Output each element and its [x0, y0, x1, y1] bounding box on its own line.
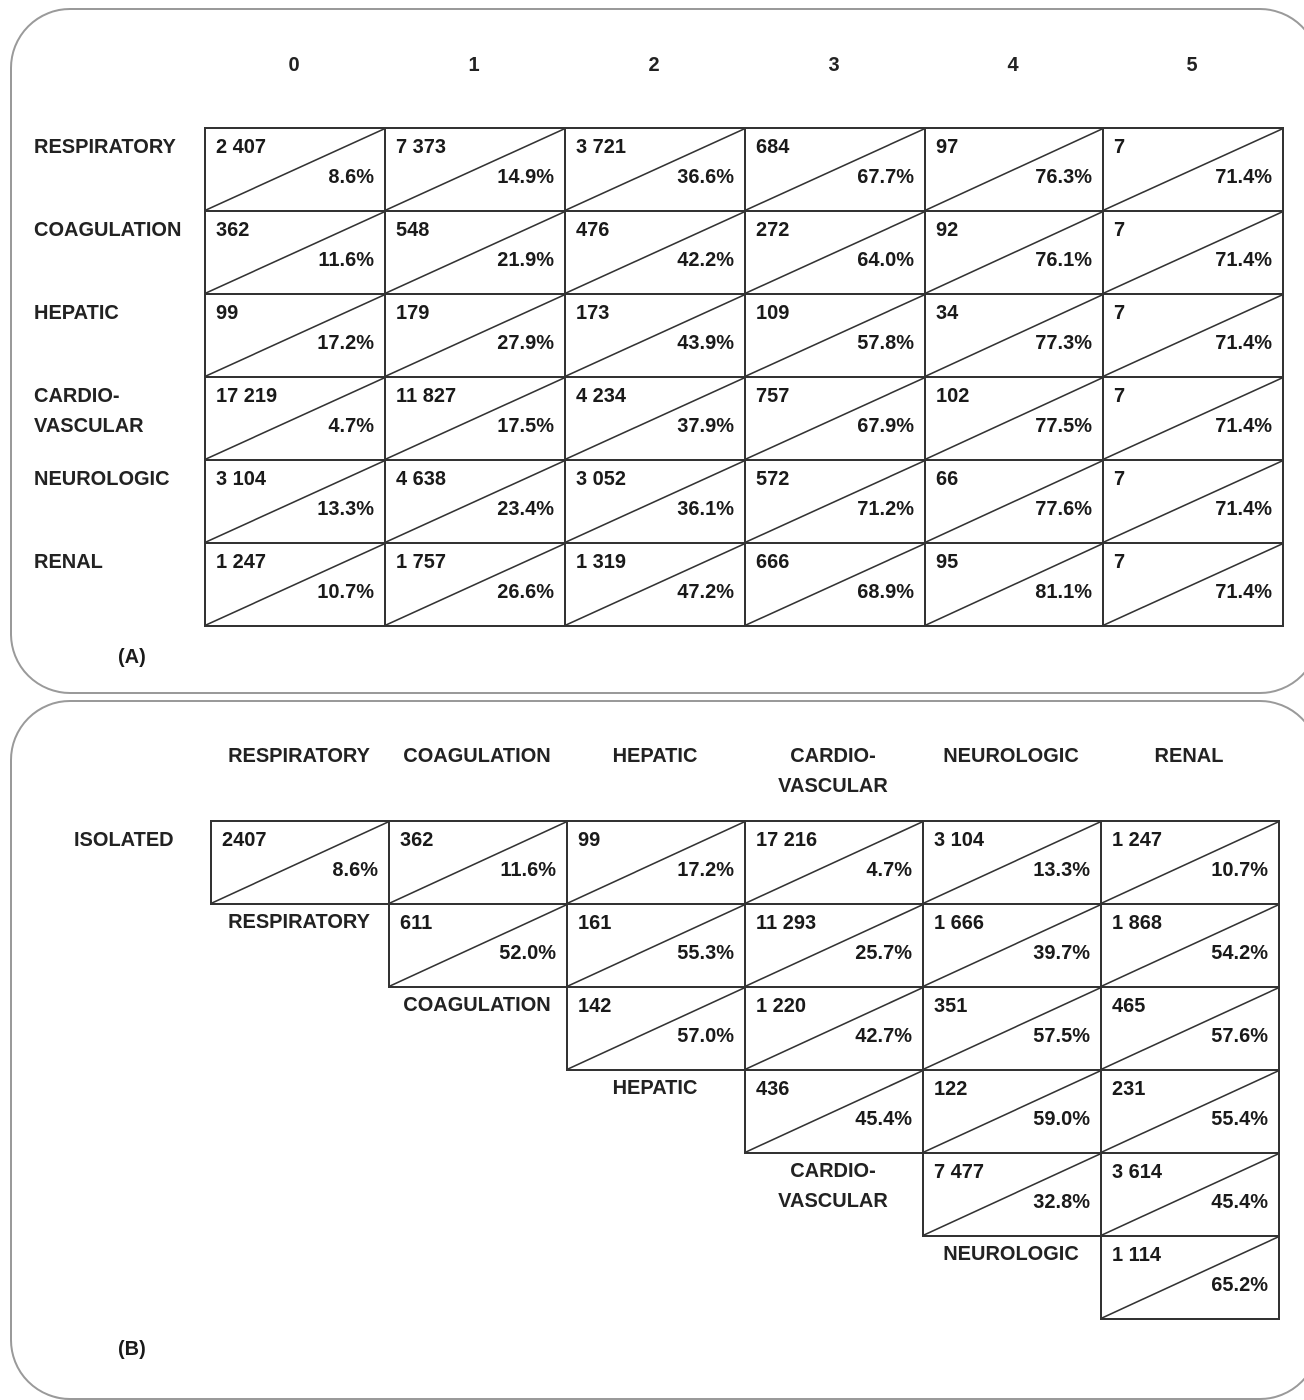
panel-b-cell: [1100, 986, 1280, 1071]
panel-a-cell: [384, 542, 566, 627]
cell-count: 7: [1114, 219, 1126, 241]
panel-a-cell: [384, 210, 566, 295]
cell-percent: 71.4%: [1215, 498, 1272, 520]
panel-b-cell: [210, 820, 390, 905]
panel-a-row-label: COAGULATION: [34, 219, 182, 241]
panel-a-column-header: 5: [1186, 54, 1198, 76]
panel-a-cell: [924, 376, 1104, 461]
cell-count: 142: [578, 995, 612, 1017]
cell-count: 666: [756, 551, 790, 573]
cell-percent: 11.6%: [500, 859, 556, 881]
cell-percent: 27.9%: [497, 332, 554, 354]
panel-b-cell: [922, 1152, 1102, 1237]
panel-a-cell: [204, 542, 386, 627]
panel-a-cell: [924, 459, 1104, 544]
cell-count: 109: [756, 302, 790, 324]
cell-percent: 4.7%: [328, 415, 374, 437]
cell-count: 1 666: [934, 912, 985, 934]
panel-a-cell: [744, 210, 926, 295]
panel-a-cell: [204, 210, 386, 295]
cell-percent: 45.4%: [855, 1108, 912, 1130]
cell-percent: 57.5%: [1033, 1025, 1090, 1047]
cell-percent: 55.4%: [1211, 1108, 1268, 1130]
panel-b-cell: [744, 1069, 924, 1154]
panel-b-diagonal-label: CARDIO- VASCULAR: [778, 1160, 888, 1212]
cell-count: 7: [1114, 385, 1126, 407]
cell-count: 161: [578, 912, 612, 934]
cell-count: 1 319: [576, 551, 627, 573]
panel-b-cell: [922, 986, 1102, 1071]
cell-count: 102: [936, 385, 970, 407]
cell-percent: 77.6%: [1035, 498, 1092, 520]
panel-a-cell: [1102, 376, 1284, 461]
cell-percent: 57.0%: [677, 1025, 734, 1047]
panel-b-cell: [1100, 1235, 1280, 1320]
cell-percent: 17.2%: [677, 859, 734, 881]
cell-percent: 71.4%: [1215, 249, 1272, 271]
cell-count: 7 373: [396, 136, 447, 158]
cell-percent: 37.9%: [677, 415, 734, 437]
cell-percent: 11.6%: [318, 249, 374, 271]
panel-a-cell: [384, 293, 566, 378]
cell-percent: 71.4%: [1215, 581, 1272, 603]
cell-percent: 14.9%: [497, 166, 554, 188]
cell-count: 99: [578, 829, 601, 851]
cell-count: 7: [1114, 468, 1126, 490]
cell-count: 2 407: [216, 136, 267, 158]
cell-percent: 64.0%: [857, 249, 914, 271]
panel-a-cell: [384, 459, 566, 544]
cell-count: 99: [216, 302, 239, 324]
panel-a-cell: [564, 542, 746, 627]
panel-b-cell: [744, 986, 924, 1071]
cell-percent: 8.6%: [332, 859, 378, 881]
panel-a-row-label: RENAL: [34, 551, 103, 573]
panel-b-diagonal-label: NEUROLOGIC: [943, 1243, 1079, 1265]
cell-count: 4 234: [576, 385, 627, 407]
cell-count: 3 614: [1112, 1161, 1163, 1183]
cell-count: 97: [936, 136, 959, 158]
cell-percent: 77.3%: [1035, 332, 1092, 354]
cell-count: 684: [756, 136, 790, 158]
cell-count: 757: [756, 385, 790, 407]
cell-percent: 54.2%: [1211, 942, 1268, 964]
cell-percent: 76.1%: [1035, 249, 1092, 271]
panel-a-cell: [924, 210, 1104, 295]
panel-a-cell: [744, 459, 926, 544]
cell-percent: 4.7%: [866, 859, 912, 881]
cell-percent: 55.3%: [677, 942, 734, 964]
cell-count: 3 104: [934, 829, 985, 851]
cell-count: 272: [756, 219, 790, 241]
panel-a-cell: [1102, 127, 1284, 212]
cell-count: 7: [1114, 136, 1126, 158]
panel-a-cell: [564, 210, 746, 295]
cell-percent: 10.7%: [317, 581, 374, 603]
cell-count: 1 757: [396, 551, 447, 573]
panel-a-row-label: RESPIRATORY: [34, 136, 176, 158]
panel-b-cell: [922, 903, 1102, 988]
panel-b-row-label: ISOLATED: [74, 829, 174, 851]
cell-count: 4 638: [396, 468, 447, 490]
panel-b-cell: [566, 986, 746, 1071]
cell-percent: 81.1%: [1035, 581, 1092, 603]
cell-count: 362: [400, 829, 434, 851]
cell-percent: 32.8%: [1033, 1191, 1090, 1213]
panel-b-cell: [1100, 903, 1280, 988]
panel-a-cell: [564, 376, 746, 461]
cell-percent: 23.4%: [497, 498, 554, 520]
panel-b-cell: [1100, 1152, 1280, 1237]
cell-count: 17 216: [756, 829, 818, 851]
panel-a-column-header: 3: [828, 54, 840, 76]
cell-count: 231: [1112, 1078, 1146, 1100]
cell-count: 476: [576, 219, 610, 241]
cell-percent: 36.6%: [677, 166, 734, 188]
cell-count: 7 477: [934, 1161, 985, 1183]
panel-b-cell: [388, 903, 568, 988]
panel-a-column-header: 0: [288, 54, 300, 76]
cell-count: 34: [936, 302, 959, 324]
cell-count: 1 868: [1112, 912, 1163, 934]
cell-percent: 13.3%: [1033, 859, 1090, 881]
panel-b-diagonal-label: RESPIRATORY: [228, 911, 370, 933]
cell-percent: 43.9%: [677, 332, 734, 354]
cell-percent: 67.9%: [857, 415, 914, 437]
panel-b-label: (B): [118, 1338, 146, 1360]
cell-percent: 57.6%: [1211, 1025, 1268, 1047]
panel-a-cell: [1102, 210, 1284, 295]
cell-count: 11 827: [396, 385, 457, 407]
cell-count: 1 114: [1112, 1244, 1161, 1266]
cell-percent: 17.5%: [497, 415, 554, 437]
panel-a-cell: [924, 542, 1104, 627]
cell-count: 2407: [222, 829, 267, 851]
cell-count: 66: [936, 468, 959, 490]
cell-percent: 71.4%: [1215, 415, 1272, 437]
cell-count: 436: [756, 1078, 790, 1100]
panel-a-cell: [384, 127, 566, 212]
panel-a-column-header: 2: [648, 54, 660, 76]
panel-b-column-header: RENAL: [1154, 745, 1224, 767]
panel-a-row-label: HEPATIC: [34, 302, 119, 324]
cell-percent: 8.6%: [328, 166, 374, 188]
panel-b-cell: [744, 903, 924, 988]
panel-b-cell: [1100, 1069, 1280, 1154]
panel-b-cell: [566, 820, 746, 905]
panel-a-column-header: 1: [468, 54, 480, 76]
panel-a-column-header: 4: [1007, 54, 1019, 76]
cell-percent: 65.2%: [1211, 1274, 1268, 1296]
cell-count: 179: [396, 302, 430, 324]
cell-percent: 45.4%: [1211, 1191, 1268, 1213]
cell-count: 465: [1112, 995, 1146, 1017]
panel-b-column-header: COAGULATION: [403, 745, 551, 767]
cell-percent: 57.8%: [857, 332, 914, 354]
panel-b-diagonal-label: HEPATIC: [612, 1077, 698, 1099]
cell-count: 351: [934, 995, 968, 1017]
cell-percent: 17.2%: [317, 332, 374, 354]
panel-a-cell: [204, 127, 386, 212]
panel-a-row-label: CARDIO- VASCULAR: [34, 385, 144, 437]
panel-a-cell: [744, 376, 926, 461]
panel-a-cell: [744, 293, 926, 378]
panel-a-row-label: NEUROLOGIC: [34, 468, 170, 490]
panel-a-cell: [564, 127, 746, 212]
cell-count: 95: [936, 551, 959, 573]
cell-count: 3 104: [216, 468, 267, 490]
panel-a-cell: [1102, 459, 1284, 544]
panel-b-column-header: HEPATIC: [612, 745, 698, 767]
cell-percent: 71.4%: [1215, 166, 1272, 188]
panel-b-column-header: RESPIRATORY: [228, 745, 370, 767]
cell-count: 17 219: [216, 385, 278, 407]
cell-count: 3 721: [576, 136, 627, 158]
panel-a-cell: [924, 127, 1104, 212]
panel-a-cell: [1102, 542, 1284, 627]
cell-percent: 42.2%: [677, 249, 734, 271]
cell-percent: 59.0%: [1033, 1108, 1090, 1130]
panel-a-cell: [564, 459, 746, 544]
panel-a-label: (A): [118, 646, 146, 668]
cell-count: 92: [936, 219, 959, 241]
cell-count: 3 052: [576, 468, 627, 490]
cell-percent: 25.7%: [855, 942, 912, 964]
panel-a-cell: [384, 376, 566, 461]
panel-b-diagonal-label: COAGULATION: [403, 994, 551, 1016]
cell-percent: 47.2%: [677, 581, 734, 603]
panel-a-cell: [564, 293, 746, 378]
panel-a-cell: [204, 293, 386, 378]
cell-count: 7: [1114, 302, 1126, 324]
cell-count: 1 247: [1112, 829, 1163, 851]
cell-percent: 21.9%: [497, 249, 554, 271]
cell-count: 572: [756, 468, 790, 490]
cell-count: 548: [396, 219, 430, 241]
cell-percent: 68.9%: [857, 581, 914, 603]
panel-a-cell: [744, 127, 926, 212]
cell-percent: 36.1%: [677, 498, 734, 520]
panel-a-cell: [204, 459, 386, 544]
cell-percent: 67.7%: [857, 166, 914, 188]
cell-percent: 71.2%: [857, 498, 914, 520]
cell-percent: 26.6%: [497, 581, 554, 603]
cell-count: 11 293: [756, 912, 817, 934]
panel-a-cell: [204, 376, 386, 461]
cell-count: 122: [934, 1078, 968, 1100]
cell-count: 1 247: [216, 551, 267, 573]
cell-percent: 71.4%: [1215, 332, 1272, 354]
panel-a-cell: [924, 293, 1104, 378]
cell-percent: 10.7%: [1211, 859, 1268, 881]
cell-count: 362: [216, 219, 250, 241]
panel-b-column-header: CARDIO- VASCULAR: [778, 745, 888, 797]
panel-b-cell: [388, 820, 568, 905]
panel-b-cell: [922, 1069, 1102, 1154]
panel-b-cell: [1100, 820, 1280, 905]
cell-count: 7: [1114, 551, 1126, 573]
cell-count: 173: [576, 302, 610, 324]
cell-percent: 52.0%: [499, 942, 556, 964]
panel-b-cell: [922, 820, 1102, 905]
panel-a-cell: [744, 542, 926, 627]
cell-percent: 76.3%: [1035, 166, 1092, 188]
panel-b-cell: [566, 903, 746, 988]
cell-count: 1 220: [756, 995, 807, 1017]
cell-percent: 39.7%: [1033, 942, 1090, 964]
panel-b-cell: [744, 820, 924, 905]
cell-percent: 42.7%: [855, 1025, 912, 1047]
cell-count: 611: [400, 912, 433, 934]
panel-a-cell: [1102, 293, 1284, 378]
panel-b-column-header: NEUROLOGIC: [943, 745, 1079, 767]
cell-percent: 13.3%: [317, 498, 374, 520]
cell-percent: 77.5%: [1035, 415, 1092, 437]
